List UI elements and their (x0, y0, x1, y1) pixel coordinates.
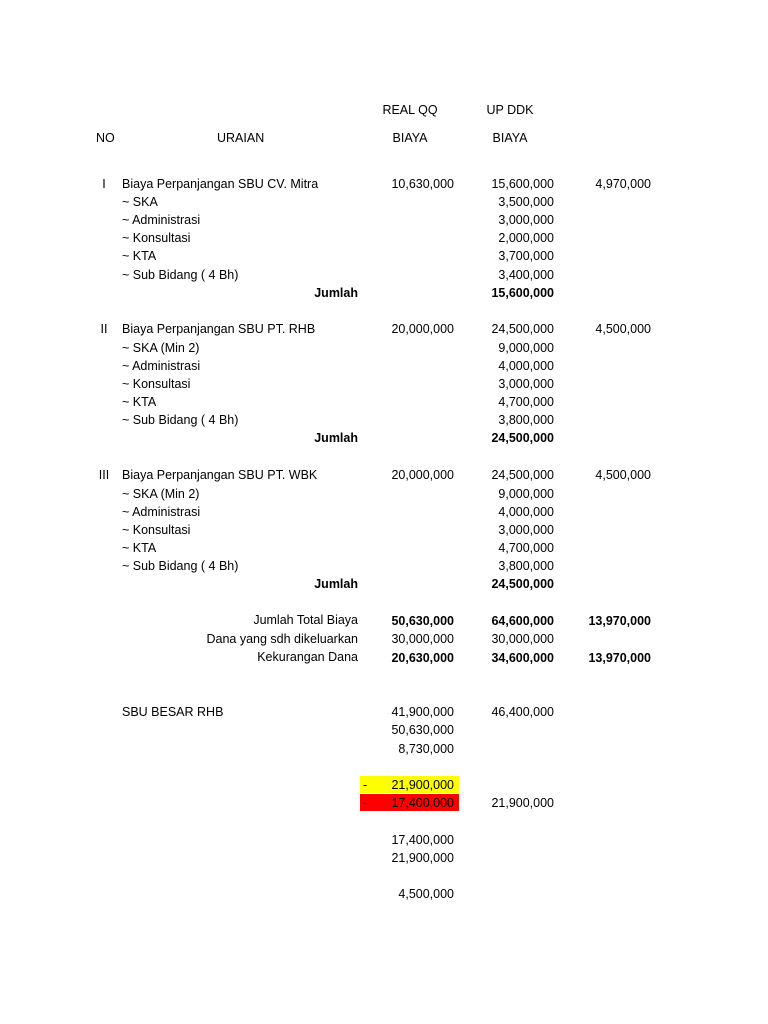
section-no: II (100, 322, 108, 336)
section-diff: 4,500,000 (595, 322, 651, 336)
section-real: 20,000,000 (391, 322, 454, 336)
total-label: Jumlah Total Biaya (253, 613, 358, 627)
item-up: 4,000,000 (498, 505, 554, 519)
section-no: I (102, 177, 106, 191)
sbu-neg-2-up: 21,900,000 (491, 796, 554, 810)
item-label: ~ SKA (Min 2) (122, 341, 200, 355)
item-label: ~ KTA (122, 249, 157, 263)
sbu-value-2: 50,630,000 (391, 723, 454, 737)
short-up: 34,600,000 (491, 651, 554, 665)
total-real: 50,630,000 (391, 614, 454, 628)
section-diff: 4,500,000 (595, 468, 651, 482)
item-label: ~ Konsultasi (122, 231, 191, 245)
item-label: ~ KTA (122, 541, 157, 555)
sbu-value-4: 17,400,000 (391, 833, 454, 847)
item-label: ~ Administrasi (122, 213, 201, 227)
header-biaya-real: BIAYA (392, 131, 428, 145)
sbu-value-1-up: 46,400,000 (491, 705, 554, 719)
item-up: 3,700,000 (498, 249, 554, 263)
item-up: 3,000,000 (498, 523, 554, 537)
header-biaya-up: BIAYA (492, 131, 528, 145)
item-up: 9,000,000 (498, 341, 554, 355)
item-label: ~ SKA (Min 2) (122, 487, 200, 501)
section-title: Biaya Perpanjangan SBU PT. WBK (122, 468, 318, 482)
paid-real: 30,000,000 (391, 632, 454, 646)
jumlah-value: 24,500,000 (491, 431, 554, 445)
sbu-neg-1: 21,900,000 (391, 778, 454, 792)
section-real: 10,630,000 (391, 177, 454, 191)
item-up: 3,000,000 (498, 377, 554, 391)
section-up: 24,500,000 (491, 468, 554, 482)
item-label: ~ Administrasi (122, 359, 201, 373)
item-label: ~ Administrasi (122, 505, 201, 519)
neg-sign-2: - (363, 796, 368, 810)
total-diff: 13,970,000 (588, 614, 651, 628)
item-label: ~ Sub Bidang ( 4 Bh) (122, 559, 239, 573)
item-label: ~ Konsultasi (122, 377, 191, 391)
section-title: Biaya Perpanjangan SBU CV. Mitra (122, 177, 319, 191)
sbu-value-3: 8,730,000 (398, 742, 454, 756)
jumlah-label: Jumlah (314, 431, 358, 445)
total-up: 64,600,000 (491, 614, 554, 628)
item-label: ~ SKA (122, 195, 158, 209)
jumlah-label: Jumlah (314, 577, 358, 591)
item-up: 3,400,000 (498, 268, 554, 282)
item-label: ~ KTA (122, 395, 157, 409)
jumlah-value: 24,500,000 (491, 577, 554, 591)
short-label: Kekurangan Dana (257, 650, 358, 664)
item-up: 4,700,000 (498, 541, 554, 555)
item-up: 4,700,000 (498, 395, 554, 409)
section-no: III (98, 468, 110, 482)
header-up-ddk: UP DDK (486, 103, 534, 117)
short-real: 20,630,000 (391, 651, 454, 665)
jumlah-value: 15,600,000 (491, 286, 554, 300)
header-real-qq: REAL QQ (382, 103, 438, 117)
sbu-label: SBU BESAR RHB (122, 705, 224, 719)
section-up: 15,600,000 (491, 177, 554, 191)
item-label: ~ Sub Bidang ( 4 Bh) (122, 268, 239, 282)
item-up: 3,000,000 (498, 213, 554, 227)
section-up: 24,500,000 (491, 322, 554, 336)
jumlah-label: Jumlah (314, 286, 358, 300)
sbu-value-5: 21,900,000 (391, 851, 454, 865)
section-title: Biaya Perpanjangan SBU PT. RHB (122, 322, 316, 336)
paid-up: 30,000,000 (491, 632, 554, 646)
item-up: 4,000,000 (498, 359, 554, 373)
item-up: 3,800,000 (498, 559, 554, 573)
item-up: 3,800,000 (498, 413, 554, 427)
item-up: 3,500,000 (498, 195, 554, 209)
section-real: 20,000,000 (391, 468, 454, 482)
item-up: 9,000,000 (498, 487, 554, 501)
sbu-neg-2: 17,400,000 (391, 796, 454, 810)
paid-label: Dana yang sdh dikeluarkan (206, 632, 358, 646)
item-label: ~ Konsultasi (122, 523, 191, 537)
short-diff: 13,970,000 (588, 651, 651, 665)
header-no: NO (96, 131, 115, 145)
sbu-value-1: 41,900,000 (391, 705, 454, 719)
item-up: 2,000,000 (498, 231, 554, 245)
sbu-value-6: 4,500,000 (398, 887, 454, 901)
neg-sign-1: - (363, 778, 368, 792)
header-uraian: URAIAN (217, 131, 265, 145)
section-diff: 4,970,000 (595, 177, 651, 191)
item-label: ~ Sub Bidang ( 4 Bh) (122, 413, 239, 427)
